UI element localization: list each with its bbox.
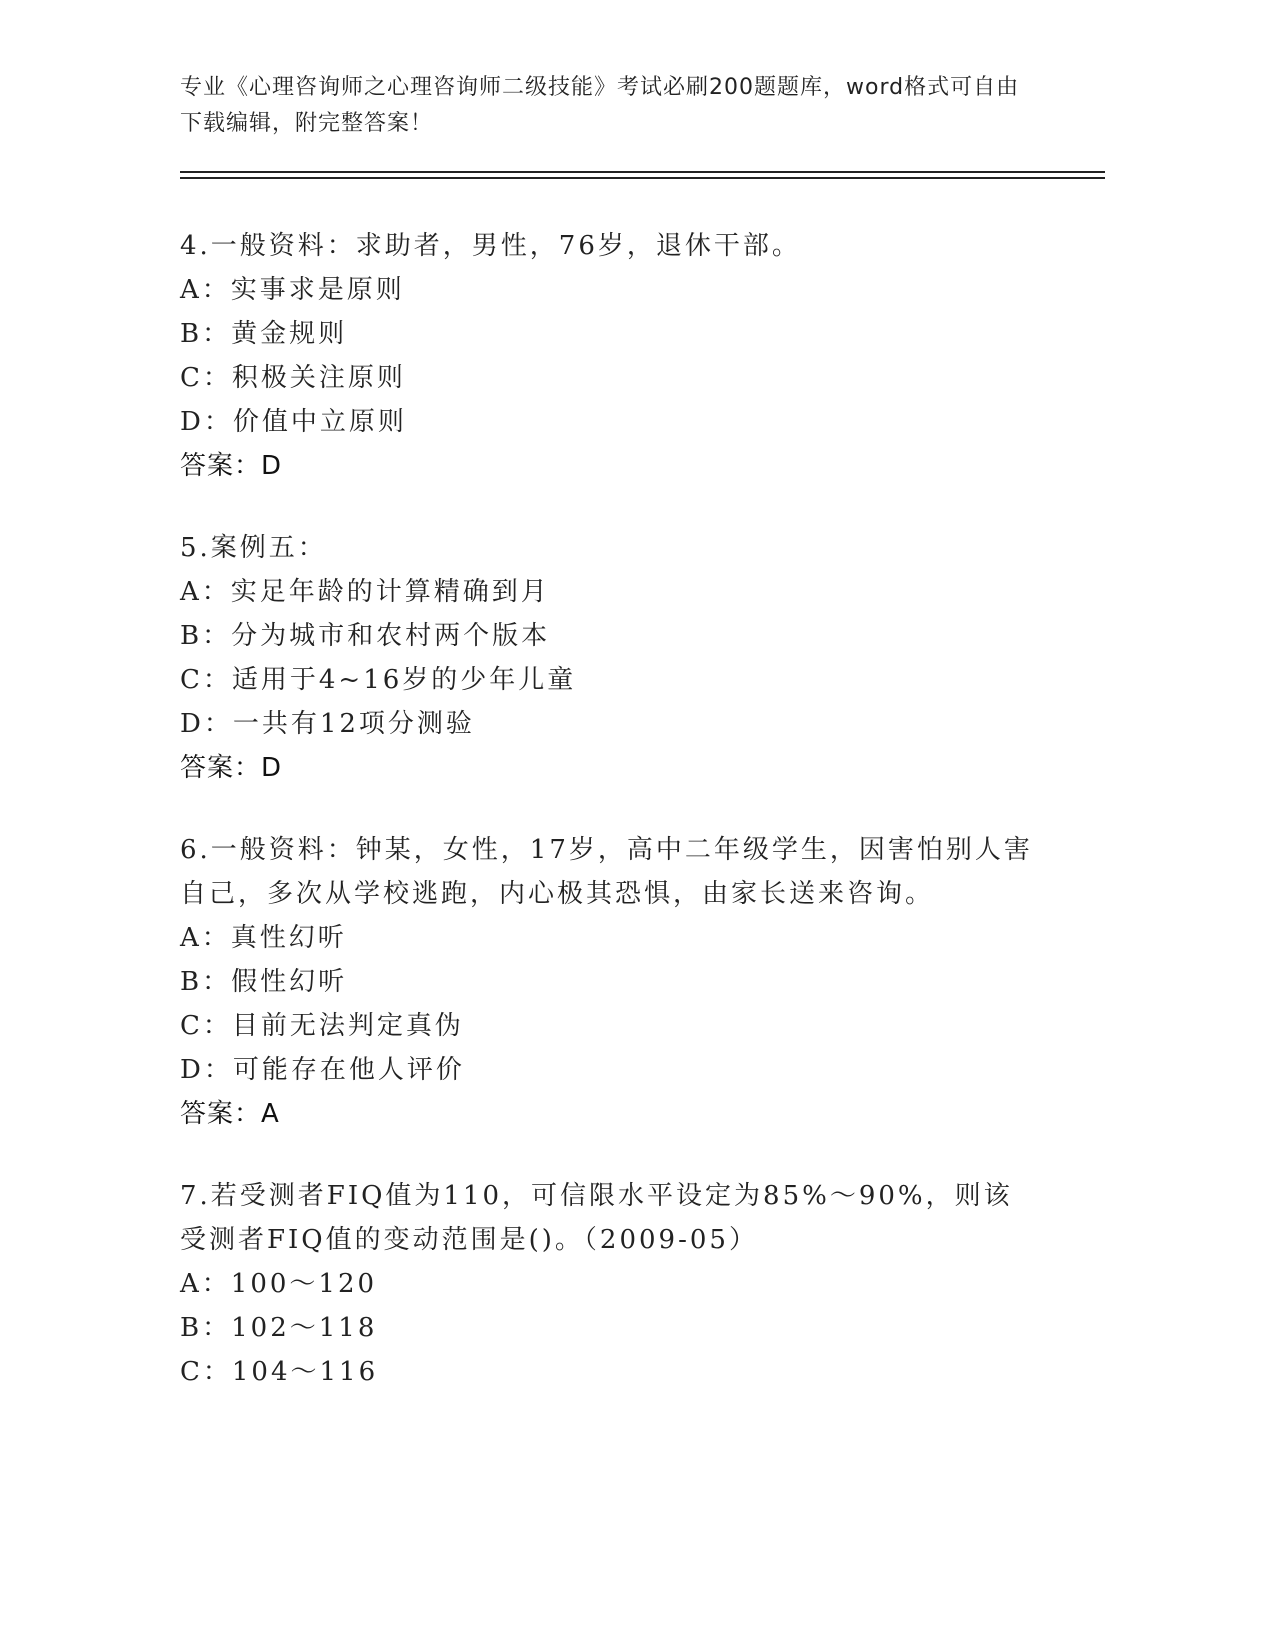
question-stem: 6.一般资料：钟某，女性，17岁，高中二年级学生，因害怕别人害自己，多次从学校逃跑，内心极其恐惧，由家长送来咨询。 (180, 835, 1033, 909)
option-b: B：102～118 (180, 1313, 378, 1343)
question-7 (180, 1174, 1040, 1394)
header-divider-bottom (180, 177, 1105, 179)
option-a: A：100～120 (180, 1269, 378, 1299)
option-c: C：积极关注原则 (180, 363, 406, 393)
header-divider-top (180, 171, 1105, 173)
option-a: A：真性幻听 (180, 923, 347, 953)
question-stem: 7.若受测者FIQ值为110，可信限水平设定为85%～90%，则该受测者FIQ值的变动范围是()。（2009-05） (180, 1181, 1013, 1255)
option-c: C：目前无法判定真伪 (180, 1011, 464, 1041)
option-c: C：104～116 (180, 1357, 379, 1387)
answer-line: 答案：A (180, 1099, 280, 1129)
option-d: D：一共有12项分测验 (180, 709, 475, 739)
question-5 (180, 526, 1040, 790)
option-b: B：分为城市和农村两个版本 (180, 621, 551, 651)
question-4 (180, 224, 1040, 488)
answer-line: 答案：D (180, 451, 283, 481)
question-6 (180, 828, 1040, 1136)
document-header: 专业《心理咨询师之心理咨询师二级技能》考试必刷200题题库，word格式可自由下载编辑，附完整答案！ (180, 75, 1020, 136)
option-c: C：适用于4~16岁的少年儿童 (180, 665, 577, 695)
option-b: B：黄金规则 (180, 319, 348, 349)
option-a: A：实足年龄的计算精确到月 (180, 577, 550, 607)
option-a: A：实事求是原则 (180, 275, 405, 305)
question-list (180, 224, 1040, 1432)
option-d: D：可能存在他人评价 (180, 1055, 465, 1085)
option-b: B：假性幻听 (180, 967, 348, 997)
question-stem: 5.案例五： (180, 533, 327, 563)
answer-line: 答案：D (180, 753, 283, 783)
question-stem: 4.一般资料：求助者，男性，76岁，退休干部。 (180, 231, 801, 261)
option-d: D：价值中立原则 (180, 407, 407, 437)
